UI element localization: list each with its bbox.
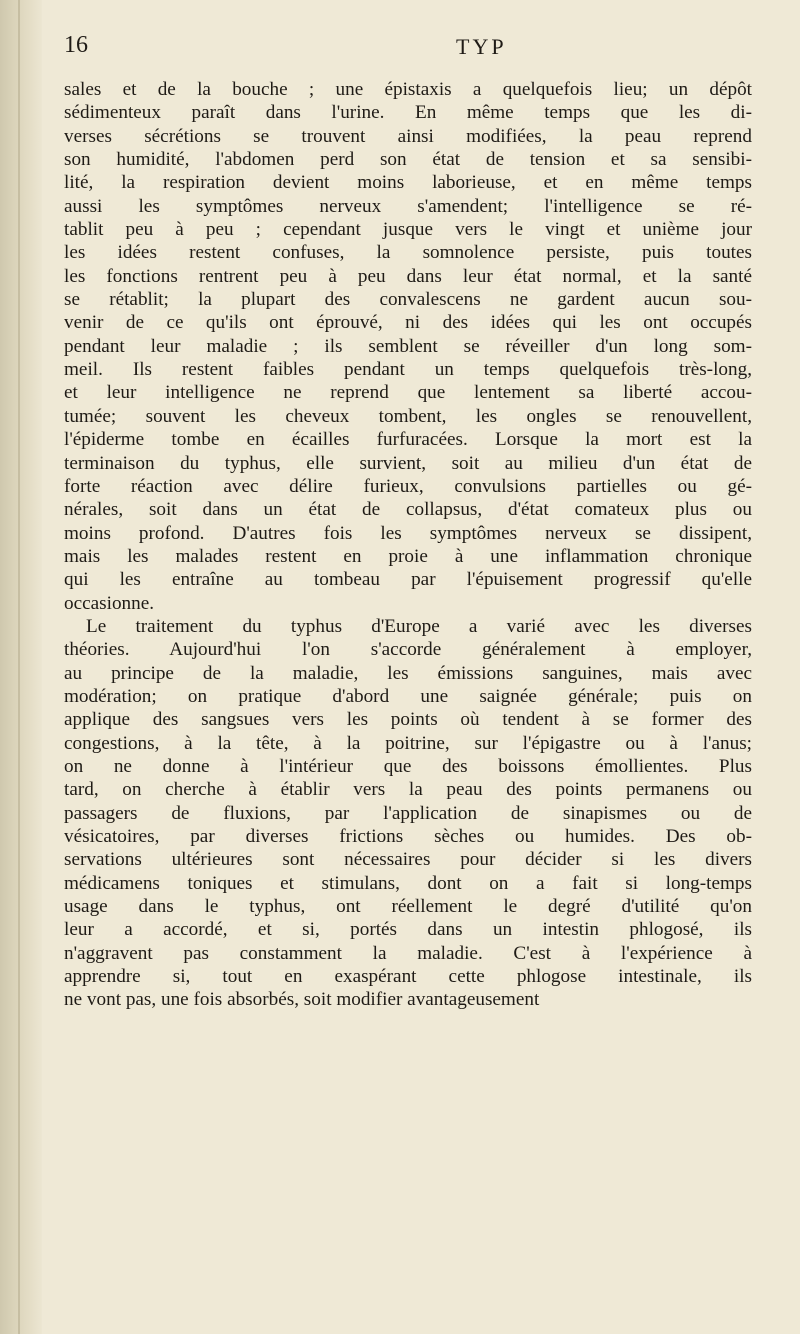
text-line: aussi les symptômes nerveux s'amendent; l'intelligence se ré- [64,195,752,217]
page-header [64,28,752,66]
text-line: lité, la respiration devient moins laborieuse, et en même temps [64,172,752,194]
text-line: forte réaction avec délire furieux, convulsions partielles ou gé- [64,475,752,497]
text-line: terminaison du typhus, elle survient, soit au milieu d'un état de [64,452,752,474]
text-line: pendant leur maladie ; ils semblent se réveiller d'un long som- [64,335,752,357]
text-line: modération; on pratique d'abord une saignée générale; puis on [64,685,752,707]
book-page [64,28,752,1011]
text-line: leur a accordé, et si, portés dans un intestin phlogosé, ils [64,919,752,941]
text-line: se rétablit; la plupart des convalescens ne gardent aucun sou- [64,289,752,311]
binding-gutter [0,0,42,1334]
text-line: ne vont pas, une fois absorbés, soit modifier avantageusement [64,989,540,1011]
text-line: moins profond. D'autres fois les symptômes nerveux se dissipent, [64,522,752,544]
text-line: et leur intelligence ne reprend que lentement sa liberté accou- [64,382,752,404]
page-number: 16 [64,32,88,58]
text-line: tard, on cherche à établir vers la peau des points permanens ou [64,779,752,801]
text-line: au principe de la maladie, les émissions sanguines, mais avec [64,662,752,684]
text-line: apprendre si, tout en exaspérant cette phlogose intestinale, ils [64,966,752,988]
body-text [64,78,752,1012]
text-line: meil. Ils restent faibles pendant un temps quelquefois très-long, [64,359,752,381]
text-line: son humidité, l'abdomen perd son état de tension et sa sensibi- [64,149,752,171]
text-line: l'épiderme tombe en écailles furfuracées. Lorsque la mort est la [64,429,752,451]
text-line: théories. Aujourd'hui l'on s'accorde généralement à employer, [64,639,752,661]
text-line: verses sécrétions se trouvent ainsi modifiées, la peau reprend [64,125,752,147]
text-line: Le traitement du typhus d'Europe a varié avec les diverses [86,615,752,637]
text-line: applique des sangsues vers les points où tendent à se former des [64,709,752,731]
text-line: usage dans le typhus, ont réellement le degré d'utilité qu'on [64,896,752,918]
text-line: médicamens toniques et stimulans, dont on a fait si long-temps [64,872,752,894]
binding-edge [18,0,20,1334]
text-line: n'aggravent pas constamment la maladie. C'est à l'expérience à [64,942,752,964]
text-line: nérales, soit dans un état de collapsus, d'état comateux plus ou [64,499,752,521]
text-line: les idées restent confuses, la somnolence persiste, puis toutes [64,242,752,264]
text-line: passagers de fluxions, par l'application de sinapismes ou de [64,802,752,824]
text-line: qui les entraîne au tombeau par l'épuisement progressif qu'elle [64,569,752,591]
text-line: congestions, à la tête, à la poitrine, sur l'épigastre ou à l'anus; [64,732,752,754]
text-line: tumée; souvent les cheveux tombent, les ongles se renouvellent, [64,405,752,427]
text-line: vésicatoires, par diverses frictions sèches ou humides. Des ob- [64,826,752,847]
text-line: sales et de la bouche ; une épistaxis a quelquefois lieu; un dépôt [64,79,752,100]
text-line: mais les malades restent en proie à une inflammation chronique [64,545,752,567]
text-line: sédimenteux paraît dans l'urine. En même temps que les di- [64,102,752,124]
text-line: tablit peu à peu ; cependant jusque vers le vingt et unième jour [64,219,752,241]
text-line: occasionne. [64,592,155,614]
text-line: venir de ce qu'ils ont éprouvé, ni des idées qui les ont occupés [64,312,752,334]
running-head: TYP [456,34,507,59]
text-line: servations ultérieures sont nécessaires pour décider si les divers [64,849,752,871]
text-line: les fonctions rentrent peu à peu dans leur état normal, et la santé [64,265,752,287]
text-line: on ne donne à l'intérieur que des boissons émollientes. Plus [64,755,752,777]
